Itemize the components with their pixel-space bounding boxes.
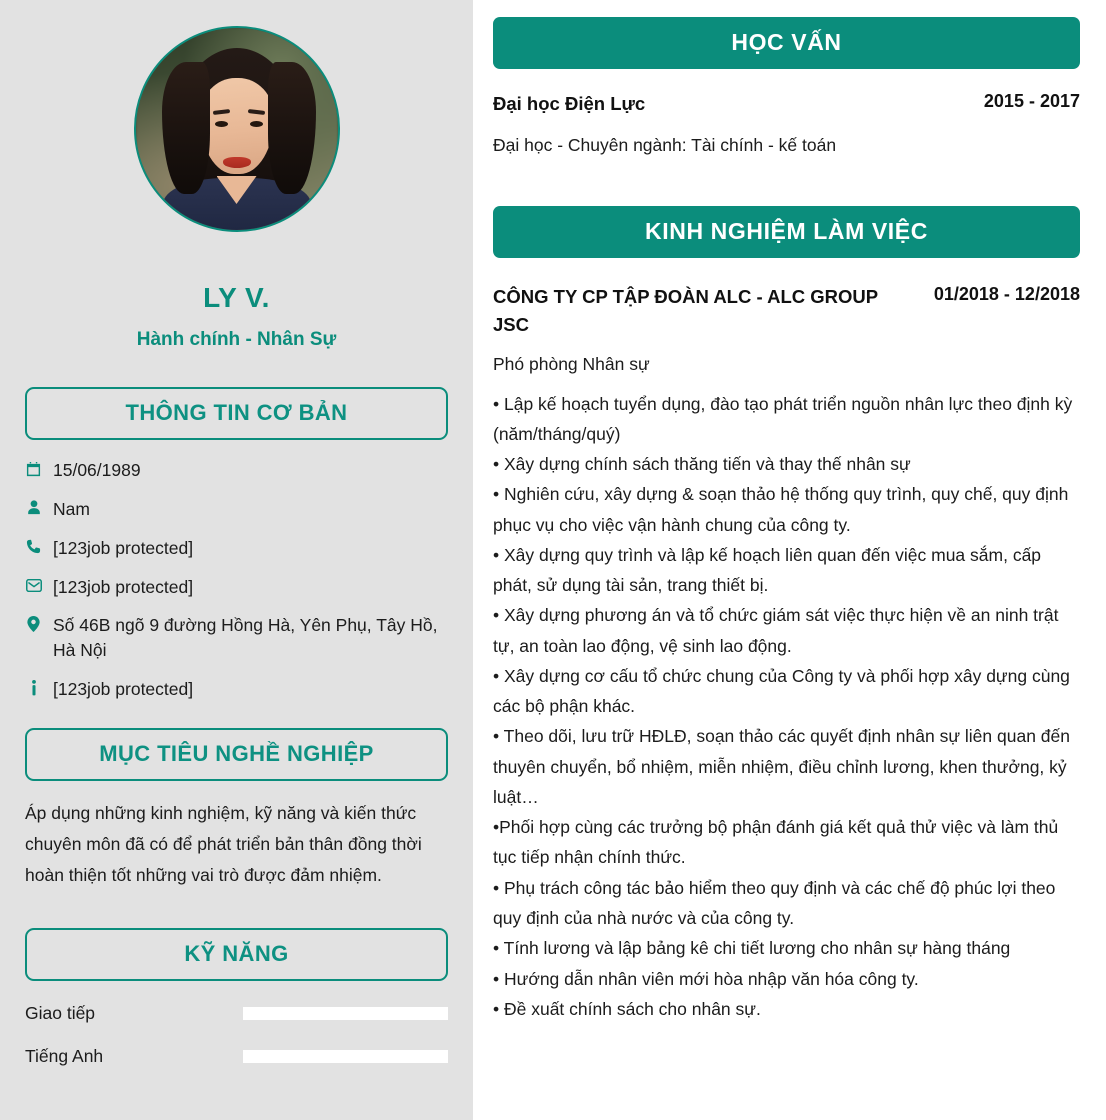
duty-item: • Xây dựng chính sách thăng tiến và thay thế nhân sự: [493, 454, 911, 475]
experience-entry: [493, 283, 1080, 1024]
skill-row: [25, 1046, 448, 1067]
experience-duties-list: [493, 389, 1080, 1025]
duty-item: • Xây dựng phương án và tổ chức giám sát việc thực hiện về an ninh trật tự, an toàn lao động, vệ sinh lao động.: [493, 605, 1059, 656]
info-value: [123job protected]: [53, 537, 194, 558]
duty-item: • Phụ trách công tác bảo hiểm theo quy định và các chế độ phúc lợi theo quy định của nhà nước và của công ty.: [493, 877, 1056, 929]
person-icon: [25, 497, 42, 517]
info-row-birthdate: [25, 458, 448, 483]
photo-lips: [223, 157, 251, 168]
photo-eye-left: [215, 121, 228, 127]
candidate-name: LY V.: [203, 282, 270, 313]
info-value: Nam: [53, 498, 90, 519]
education-school: Đại học Điện Lực: [493, 93, 646, 114]
experience-section: [493, 206, 1080, 1024]
section-heading-skills: KỸ NĂNG: [25, 928, 448, 981]
experience-entry-header: [493, 283, 1080, 339]
education-date: 2015 - 2017: [983, 91, 1080, 111]
map-pin-icon: [25, 613, 42, 633]
objective-text: Áp dụng những kinh nghiệm, kỹ năng và kiến thức chuyên môn đã có để phát triển bản thân đồng thời hoàn thiện tốt những vai trò được đảm nhiệm.: [25, 802, 422, 886]
duty-item: • Tính lương và lập bảng kê chi tiết lương cho nhân sự hàng tháng: [493, 938, 1011, 959]
duty-item: •Phối hợp cùng các trưởng bộ phận đánh giá kết quả thử việc và làm thủ tục tiếp nhận chính thức.: [493, 817, 1059, 868]
phone-icon: [25, 536, 42, 556]
profile-photo: [134, 26, 340, 232]
info-value: [123job protected]: [53, 679, 194, 700]
skill-progress-track: [243, 1050, 448, 1063]
education-entry-header: [493, 90, 1080, 118]
info-row-phone[interactable]: [25, 536, 448, 561]
duty-item: • Hướng dẫn nhân viên mới hòa nhập văn hóa công ty.: [493, 968, 919, 989]
photo-container: [25, 0, 448, 232]
info-value: Số 46B ngõ 9 đường Hồng Hà, Yên Phụ, Tây Hồ, Hà Nội: [53, 615, 438, 661]
basic-info-list: [25, 458, 448, 702]
info-row-gender: [25, 497, 448, 522]
info-row-email[interactable]: [25, 575, 448, 600]
education-detail: Đại học - Chuyên ngành: Tài chính - kế toán: [493, 134, 837, 155]
experience-role: Phó phòng Nhân sự: [493, 353, 650, 374]
skill-label: Giao tiếp: [25, 1003, 96, 1024]
section-heading-objective: MỤC TIÊU NGHỀ NGHIỆP: [25, 728, 448, 781]
experience-date: 01/2018 - 12/2018: [933, 284, 1080, 304]
main-content: [473, 0, 1106, 1120]
education-entry: [493, 90, 1080, 158]
skills-list: [25, 1003, 448, 1067]
duty-item: • Đề xuất chính sách cho nhân sự.: [493, 998, 761, 1019]
duty-item: • Lập kế hoạch tuyển dụng, đào tạo phát triển nguồn nhân lực theo định kỳ (năm/tháng/quý): [493, 393, 1073, 444]
candidate-job-title: Hành chính - Nhân Sự: [136, 329, 337, 350]
sidebar: [0, 0, 473, 1120]
section-banner-experience: KINH NGHIỆM LÀM VIỆC: [493, 206, 1080, 258]
info-row-address: [25, 613, 448, 663]
photo-hair-right: [268, 62, 316, 194]
skill-row: [25, 1003, 448, 1024]
experience-company: CÔNG TY CP TẬP ĐOÀN ALC - ALC GROUP JSC: [493, 286, 878, 335]
photo-eye-right: [250, 121, 263, 127]
calendar-icon: [25, 458, 42, 478]
duty-item: • Xây dựng quy trình và lập kế hoạch liên quan đến việc mua sắm, cấp phát, sử dụng tài sản, trang thiết bị.: [493, 544, 1042, 596]
envelope-icon: [25, 575, 42, 595]
duty-item: • Nghiên cứu, xây dựng & soạn thảo hệ thống quy trình, quy chế, quy định phục vụ cho việc vận hành chung của công ty.: [493, 484, 1069, 535]
duty-item: • Theo dõi, lưu trữ HĐLĐ, soạn thảo các quyết định nhân sự liên quan đến thuyên chuyển, bổ nhiệm, miễn nhiệm, điều chỉnh lương, khen thưởng, kỷ luật…: [493, 726, 1070, 807]
skill-progress-track: [243, 1007, 448, 1020]
info-value: 15/06/1989: [53, 460, 141, 480]
section-heading-basic-info: THÔNG TIN CƠ BẢN: [25, 387, 448, 440]
info-icon: [25, 677, 42, 697]
skill-label: Tiếng Anh: [25, 1046, 104, 1067]
duty-item: • Xây dựng cơ cấu tổ chức chung của Công ty và phối hợp xây dựng cùng các bộ phận khác.: [493, 665, 1070, 717]
section-banner-education: HỌC VẤN: [493, 17, 1080, 69]
info-value: [123job protected]: [53, 576, 194, 597]
info-row-other: [25, 677, 448, 702]
